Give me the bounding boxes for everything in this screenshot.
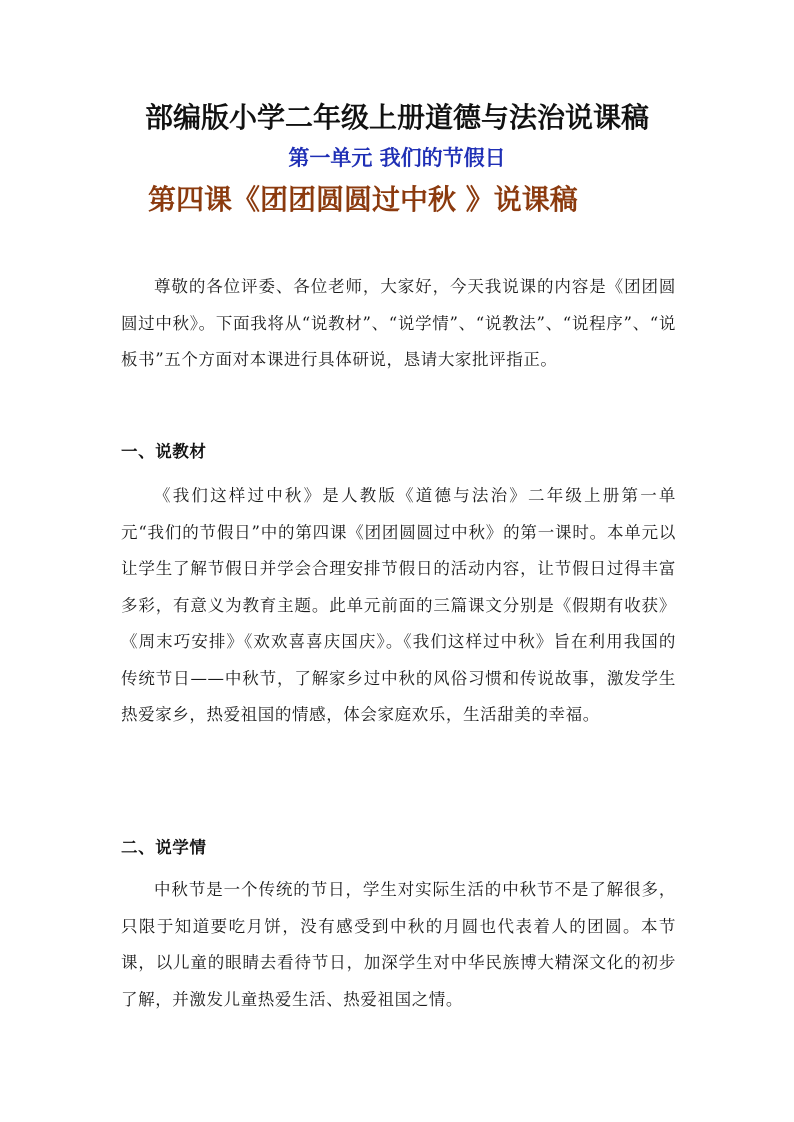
- section-text-textbook: 《我们这样过中秋》是人教版《道德与法治》二年级上册第一单元“我们的节假日”中的第四课《团团圆圆过中秋》的第一课时。本单元以让学生了解节假日并学会合理安排节假日的活动内容，让节假日过得丰富多彩，有意义为教育主题。此单元前面的三篇课文分别是《假期有收获》《周末巧安排》《欢欢喜喜庆国庆》。《我们这样过中秋》旨在利用我国的传统节日——中秋节，了解家乡过中秋的风俗习惯和传说故事，激发学生热爱家乡，热爱祖国的情感，体会家庭欢乐，生活甜美的幸福。: [121, 486, 676, 724]
- document-title: 部编版小学二年级上册道德与法治说课稿: [144, 101, 649, 134]
- intro-paragraph: 尊敬的各位评委、各位老师，大家好，今天我说课的内容是《团团圆圆过中秋》。下面我将从“说教材”、“说学情”、“说教法”、“说程序”、“说板书”五个方面对本课进行具体研说，恳请大家批评指正。: [121, 277, 676, 369]
- unit-subtitle: 第一单元 我们的节假日: [288, 145, 506, 170]
- section-heading-students: 二、说学情: [121, 838, 207, 857]
- section-text-students: 中秋节是一个传统的节日，学生对实际生活的中秋节不是了解很多，只限于知道要吃月饼，没有感受到中秋的月圆也代表着人的团圆。本节课，以儿童的眼睛去看待节日，加深学生对中华民族博大精深文化的初步了解，并激发儿童热爱生活、热爱祖国之情。: [121, 880, 676, 1009]
- section-heading-textbook: 一、说教材: [121, 442, 207, 461]
- lesson-title: 第四课《团团圆圆过中秋 》说课稿: [148, 183, 578, 216]
